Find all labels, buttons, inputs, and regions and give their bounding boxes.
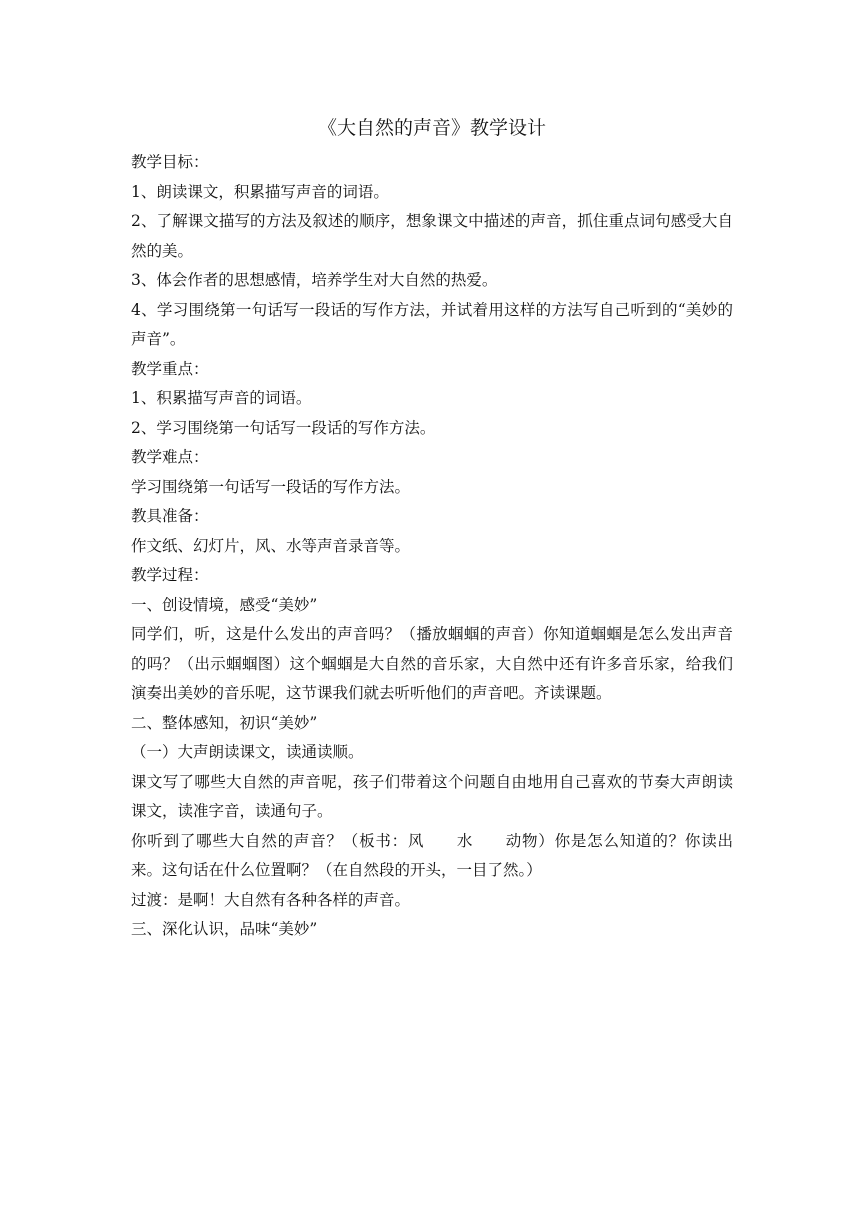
key-point-2: 2、学习围绕第一句话写一段话的写作方法。 xyxy=(131,418,436,437)
transition-text: 过渡：是啊！大自然有各种各样的声音。 xyxy=(131,890,411,909)
objective-2: 2、了解课文描写的方法及叙述的顺序，想象课文中描述的声音，抓住重点词句感受大自然的美。 xyxy=(131,212,733,260)
heading-key-points: 教学重点： xyxy=(131,359,209,378)
heading-objectives: 教学目标： xyxy=(131,153,209,171)
section-2-heading: 二、整体感知，初识“美妙” xyxy=(131,713,318,732)
difficulty-text: 学习围绕第一句话写一段话的写作方法。 xyxy=(131,477,411,496)
objective-3: 3、体会作者的思想感情，培养学生对大自然的热爱。 xyxy=(131,271,498,289)
objective-1: 1、朗读课文，积累描写声音的词语。 xyxy=(131,182,389,201)
heading-process: 教学过程： xyxy=(131,566,209,584)
materials-text: 作文纸、幻灯片，风、水等声音录音等。 xyxy=(131,536,411,555)
document-page xyxy=(131,112,733,945)
section-1-heading: 一、创设情境，感受“美妙” xyxy=(131,595,318,614)
section-2-sub-1: （一）大声朗读课文，读通读顺。 xyxy=(131,743,364,761)
section-1-text: 同学们，听，这是什么发出的声音吗？（播放蝈蝈的声音）你知道蝈蝈是怎么发出声音的吗？（出示蝈蝈图）这个蝈蝈是大自然的音乐家，大自然中还有许多音乐家，给我们演奏出美妙的音乐呢，这节课我们就去听听他们的声音吧。齐读课题。 xyxy=(131,625,733,702)
key-point-1: 1、积累描写声音的词语。 xyxy=(131,389,312,407)
document-title: 《大自然的声音》教学设计 xyxy=(317,117,546,139)
objective-4: 4、学习围绕第一句话写一段话的写作方法，并试着用这样的方法写自己听到的“美妙的声音”。 xyxy=(131,300,733,348)
heading-materials: 教具准备： xyxy=(131,507,209,525)
section-2-text-1: 课文写了哪些大自然的声音呢，孩子们带着这个问题自由地用自己喜欢的节奏大声朗读课文，读准字音，读通句子。 xyxy=(131,772,733,820)
heading-difficulty: 教学难点： xyxy=(131,448,209,466)
section-2-text-2: 你听到了哪些大自然的声音？（板书：风 水 动物）你是怎么知道的？你读出来。这句话在什么位置啊？（在自然段的开头，一目了然。） xyxy=(131,831,733,879)
section-3-heading: 三、深化认识，品味“美妙” xyxy=(131,920,318,938)
